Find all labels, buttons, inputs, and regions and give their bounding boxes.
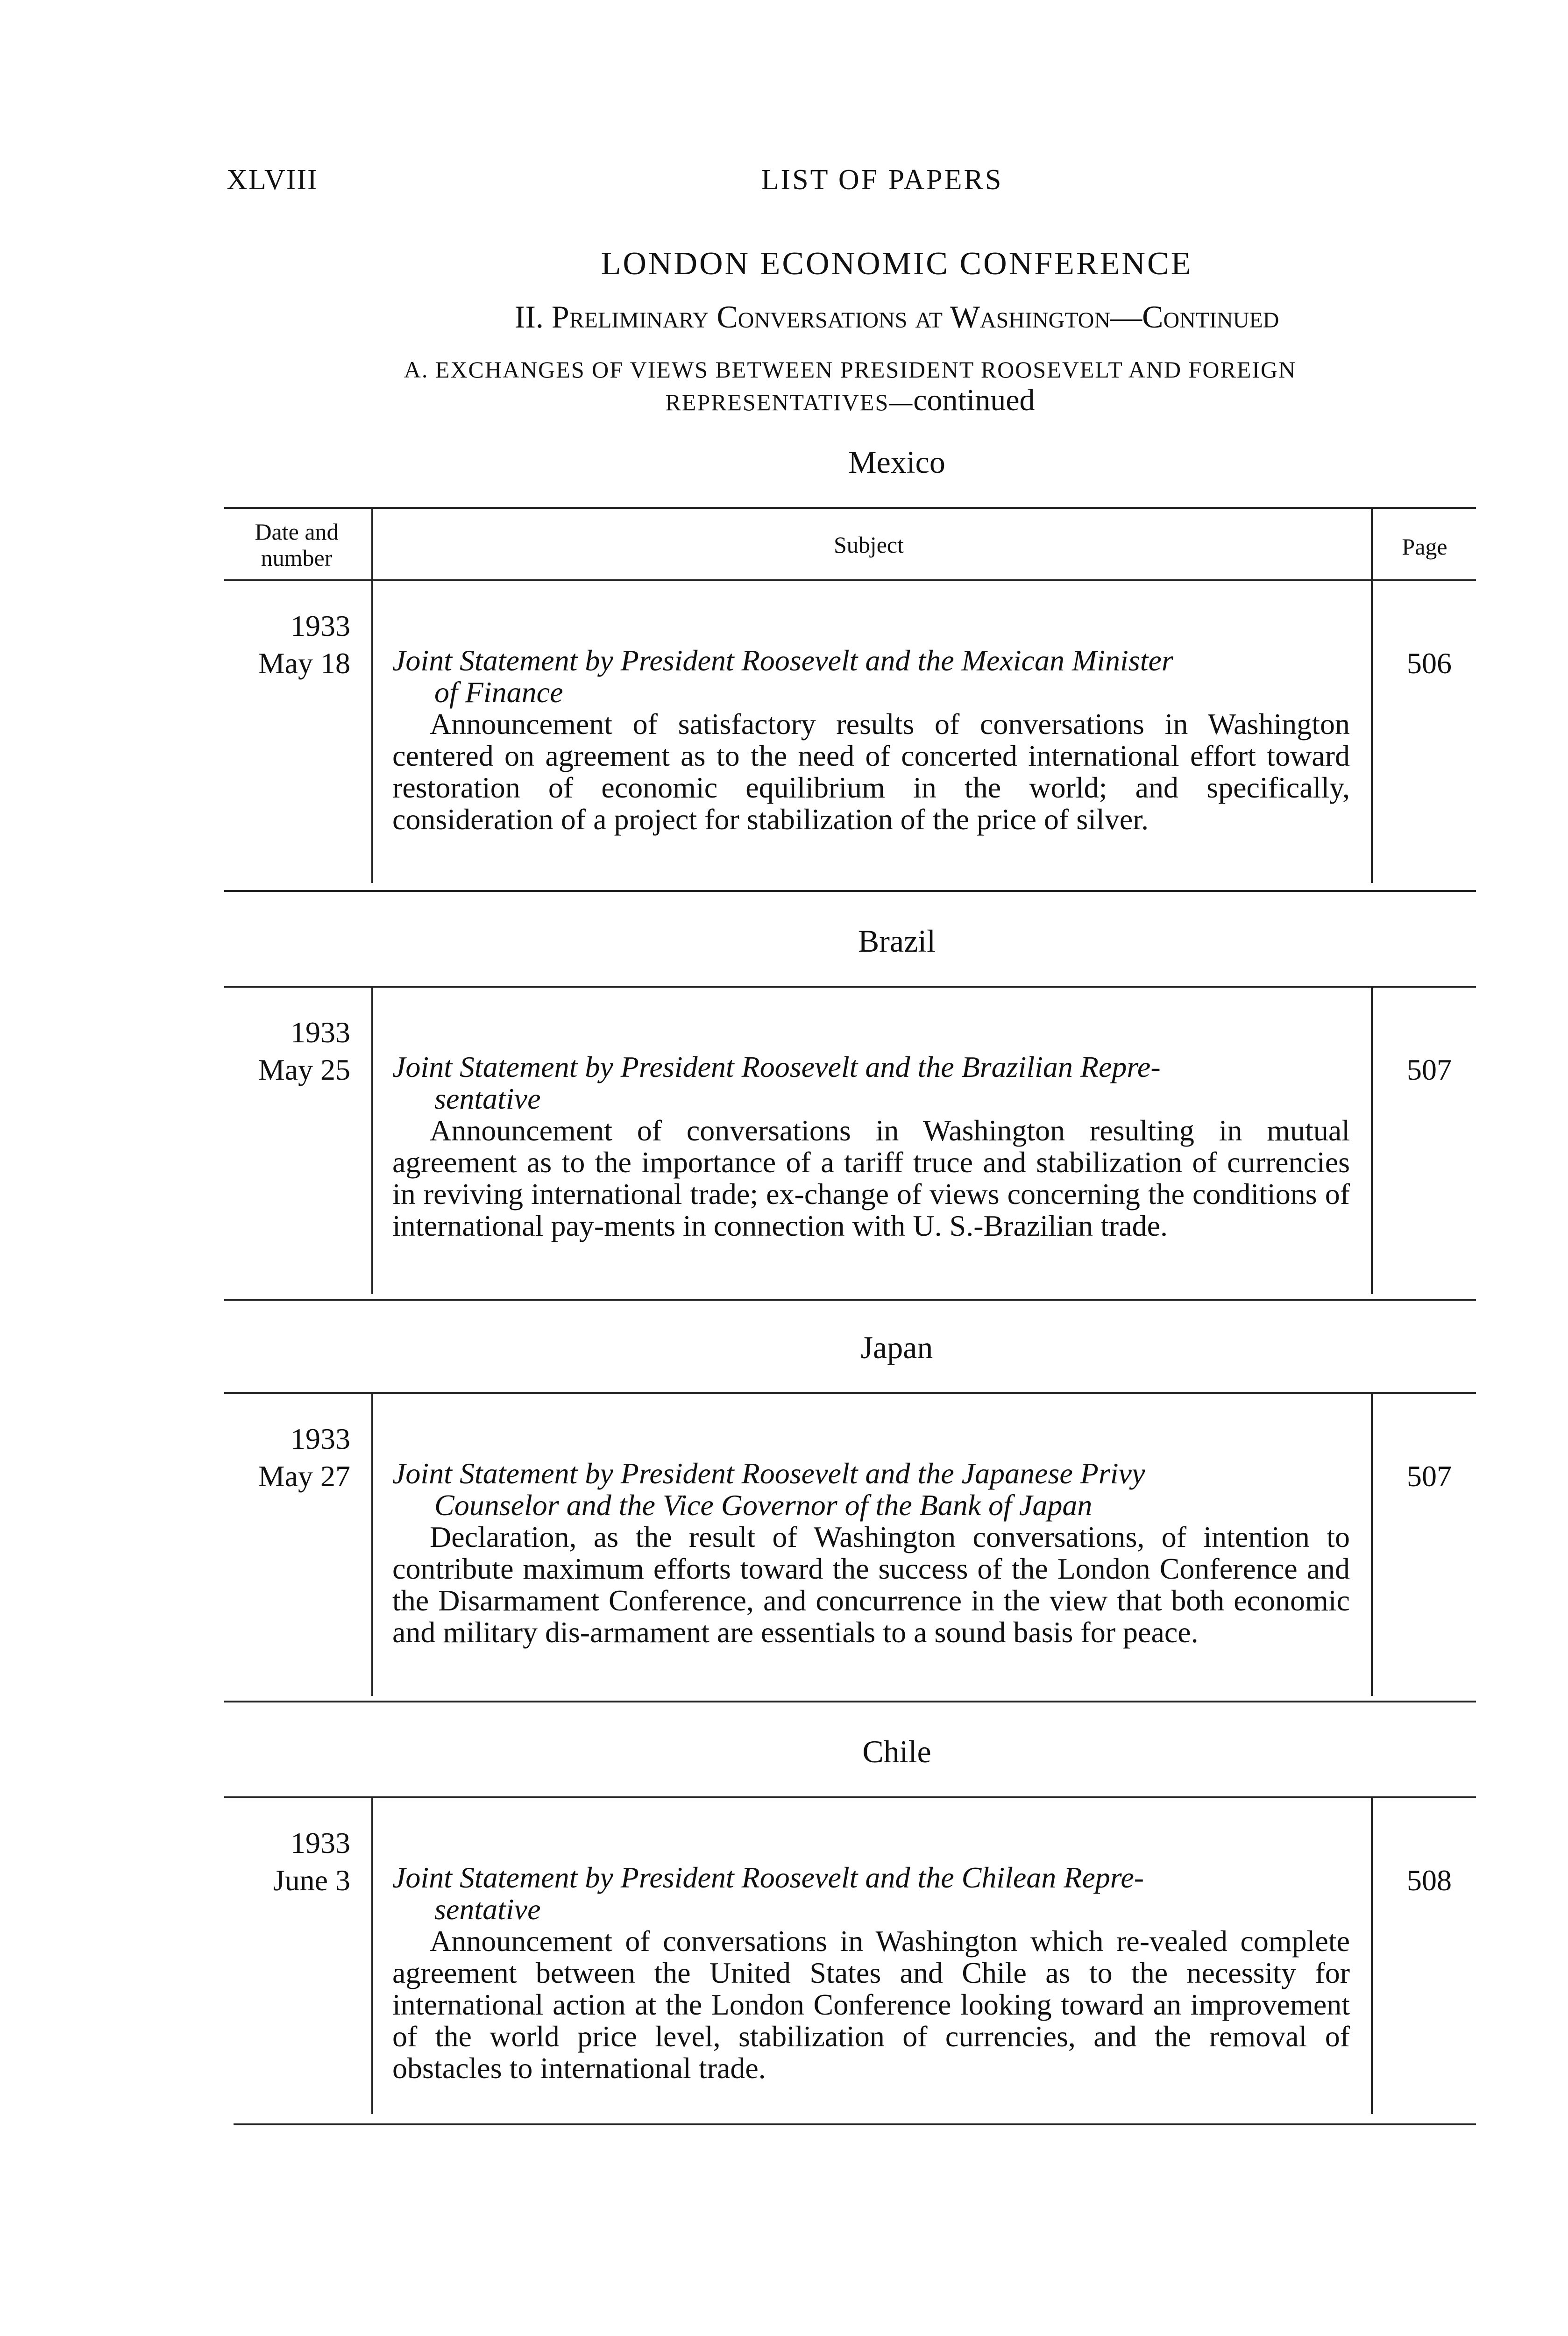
- entry-title-line1: Joint Statement by President Roosevelt and the Japanese Privy: [392, 1457, 1145, 1490]
- column-header-date-line1: Date and: [255, 519, 339, 545]
- section-title-continued: continued: [913, 383, 1035, 417]
- headings: [224, 243, 1476, 418]
- column-header-rule: [224, 579, 1476, 581]
- entry-subject: [392, 645, 1350, 835]
- section-title-line1: A. EXCHANGES OF VIEWS BETWEEN PRESIDENT ROOSEVELT AND FOREIGN: [404, 356, 1297, 383]
- entry-title-line2: sentative: [434, 1082, 541, 1115]
- column-divider: [371, 1796, 373, 2114]
- entry-subject: [392, 1862, 1350, 2084]
- block-bottom-rule: [224, 1701, 1476, 1702]
- running-title: LIST OF PAPERS: [761, 164, 1003, 196]
- entry-date: [224, 1014, 350, 1089]
- column-divider: [1371, 986, 1373, 1294]
- column-divider: [371, 507, 373, 883]
- block-top-rule: [224, 986, 1476, 988]
- block-top-rule: [224, 1392, 1476, 1394]
- entry-page: 507: [1407, 1053, 1452, 1086]
- entry-year: 1933: [291, 1422, 350, 1455]
- entry-title: [392, 1862, 1350, 1925]
- entry-description: Announcement of conversations in Washington which re-vealed complete agreement between the United States and Chile as to the necessity for international action at the London Conference looking toward an improvement of the world price level, stabilization of currencies, and the removal of obstacles to international trade.: [392, 1924, 1350, 2085]
- conference-title: LONDON ECONOMIC CONFERENCE: [601, 246, 1193, 282]
- entry-title: [392, 645, 1350, 708]
- entry-year: 1933: [291, 1016, 350, 1049]
- column-divider: [1371, 507, 1373, 883]
- entry-title-line1: Joint Statement by President Roosevelt and the Chilean Repre-: [392, 1861, 1144, 1894]
- entry-title: [392, 1051, 1350, 1115]
- block-bottom-rule: [224, 1299, 1476, 1301]
- entry-page: 507: [1407, 1460, 1452, 1493]
- column-divider: [1371, 1796, 1373, 2114]
- column-header-date: [224, 519, 369, 571]
- column-header-date-line2: number: [261, 545, 333, 571]
- entry-title: [392, 1458, 1350, 1521]
- table-top-rule: [224, 507, 1476, 509]
- entry-subject: [392, 1051, 1350, 1242]
- table-bottom-rule: [234, 2123, 1476, 2125]
- entry-description: Announcement of satisfactory results of conversations in Washington centered on agreement as to the need of concerted international effort toward restoration of economic equilibrium in the world; and specifically, consideration of a project for stabilization of the price of silver.: [392, 707, 1350, 836]
- entry-description: Announcement of conversations in Washington resulting in mutual agreement as to the importance of a tariff truce and stabilization of currencies in reviving international trade; ex-change of views concerning the conditions of international pay-ments in connection with U. S.-Brazilian trade.: [392, 1114, 1350, 1242]
- column-divider: [371, 1392, 373, 1696]
- running-head: [0, 164, 1568, 206]
- entry-title-line2: Counselor and the Vice Governor of the Bank of Japan: [434, 1488, 1093, 1522]
- entry-year: 1933: [291, 1826, 350, 1859]
- entry-date: [224, 1420, 350, 1495]
- entry-page: 508: [1407, 1864, 1452, 1897]
- block-bottom-rule: [224, 890, 1476, 892]
- column-divider: [1371, 1392, 1373, 1696]
- entry-description: Declaration, as the result of Washington conversations, of intention to contribute maximum efforts toward the success of the London Conference and the Disarmament Conference, and concurrence in the view that both economic and military dis-armament are essentials to a sound basis for peace.: [392, 1520, 1350, 1649]
- country-heading-brazil: Brazil: [858, 923, 936, 959]
- part-title: II. Preliminary Conversations at Washington—Continued: [514, 299, 1279, 335]
- column-header-page: Page: [1402, 534, 1447, 560]
- entry-year: 1933: [291, 609, 350, 642]
- country-heading-chile: Chile: [862, 1734, 931, 1769]
- entry-day: May 27: [258, 1460, 350, 1493]
- entry-day: May 25: [258, 1053, 350, 1086]
- entry-day: June 3: [273, 1864, 350, 1897]
- country-heading-mexico: Mexico: [848, 444, 945, 480]
- entry-day: May 18: [258, 647, 350, 680]
- entry-title-line1: Joint Statement by President Roosevelt and the Brazilian Repre-: [392, 1050, 1161, 1083]
- column-divider: [371, 986, 373, 1294]
- section-title: [224, 354, 1476, 418]
- entry-date: [224, 1824, 350, 1899]
- entry-date: [224, 607, 350, 682]
- entry-subject: [392, 1458, 1350, 1648]
- entry-title-line2: of Finance: [434, 676, 563, 709]
- country-heading-japan: Japan: [860, 1330, 933, 1365]
- entry-page: 506: [1407, 647, 1452, 680]
- column-header-subject: Subject: [834, 532, 904, 558]
- page-number: XLVIII: [227, 164, 318, 196]
- entry-title-line2: sentative: [434, 1893, 541, 1926]
- entry-title-line1: Joint Statement by President Roosevelt and the Mexican Minister: [392, 644, 1173, 677]
- section-title-line2: [224, 385, 1476, 418]
- section-title-caps: REPRESENTATIVES—: [665, 389, 914, 415]
- block-top-rule: [224, 1796, 1476, 1798]
